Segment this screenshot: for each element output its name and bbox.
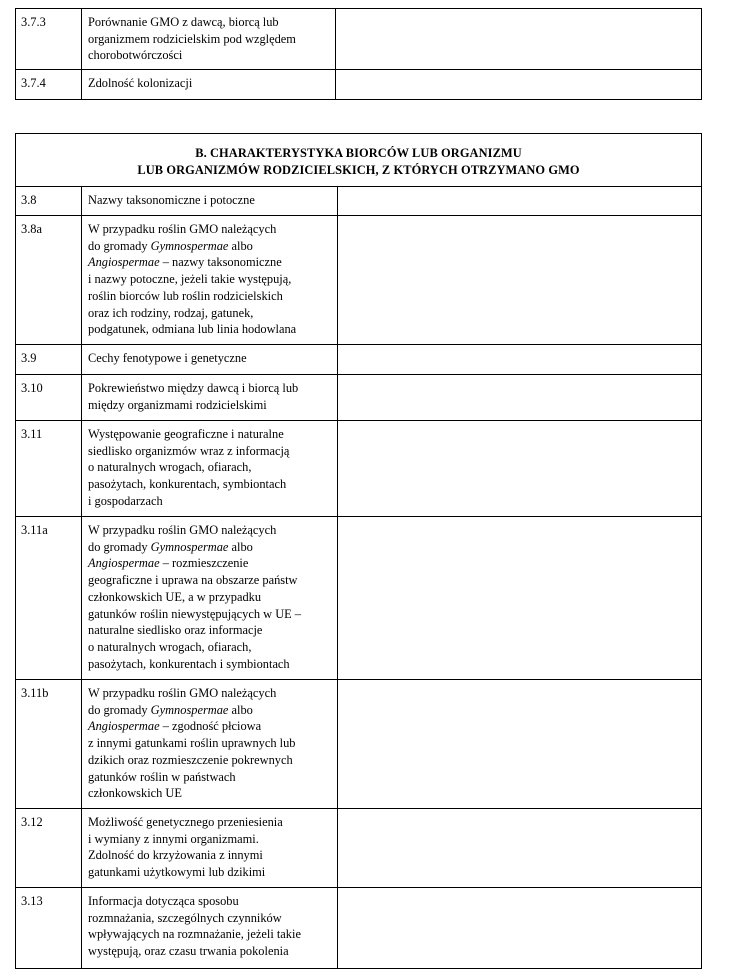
- row-description: Porównanie GMO z dawcą, biorcą lub organizmem rodzicielskim pod względem chorobotwórczości: [82, 9, 336, 70]
- row-description: Informacja dotycząca sposobu rozmnażania, szczególnych czynników wpływających na rozmnażanie, jeżeli takie występują, oraz czasu trwania pokolenia: [82, 888, 338, 969]
- table-row: [16, 517, 702, 680]
- table-row: [16, 888, 702, 969]
- answer-cell[interactable]: [338, 517, 702, 680]
- section-heading: B. CHARAKTERYSTYKA BIORCÓW LUB ORGANIZMU LUB ORGANIZMÓW RODZICIELSKICH, Z KTÓRYCH OTRZYMANO GMO: [16, 134, 702, 187]
- table-section-a-continuation: [15, 8, 702, 100]
- answer-cell[interactable]: [338, 421, 702, 517]
- row-number: 3.7.3: [16, 9, 82, 70]
- row-number: 3.8a: [16, 216, 82, 345]
- row-description: W przypadku roślin GMO należących do gromady Gymnospermae albo Angiospermae – zgodność płciowa z innymi gatunkami roślin uprawnych lub dzikich oraz rozmieszczenie pokrewnych gatunków roślin w państwach członkowskich UE: [82, 680, 338, 809]
- row-description: W przypadku roślin GMO należących do gromady Gymnospermae albo Angiospermae – rozmieszczenie geograficzne i uprawa na obszarze państw członkowskich UE, a w przypadku gatunków roślin niewystępujących w UE – naturalne siedlisko oraz informacje o naturalnych wrogach, ofiarach, pasożytach, konkurentach i symbiontach: [82, 517, 338, 680]
- row-description: W przypadku roślin GMO należących do gromady Gymnospermae albo Angiospermae – nazwy taksonomiczne i nazwy potoczne, jeżeli takie występują, roślin biorców lub roślin rodzicielskich oraz ich rodziny, rodzaj, gatunek, podgatunek, odmiana lub linia hodowlana: [82, 216, 338, 345]
- table-row: [16, 70, 702, 100]
- row-number: 3.9: [16, 345, 82, 375]
- table-row: [16, 421, 702, 517]
- table-row: [16, 680, 702, 809]
- answer-cell[interactable]: [338, 809, 702, 888]
- answer-cell[interactable]: [338, 187, 702, 216]
- section-heading-row: [16, 134, 702, 187]
- row-number: 3.12: [16, 809, 82, 888]
- table-row: [16, 9, 702, 70]
- row-description: Możliwość genetycznego przeniesienia i wymiany z innymi organizmami. Zdolność do krzyżowania z innymi gatunkami użytkowymi lub dzikimi: [82, 809, 338, 888]
- table-row: [16, 216, 702, 345]
- row-number: 3.8: [16, 187, 82, 216]
- table-row: [16, 187, 702, 216]
- table-row: [16, 809, 702, 888]
- answer-cell[interactable]: [338, 216, 702, 345]
- answer-cell[interactable]: [338, 375, 702, 421]
- row-description: Pokrewieństwo między dawcą i biorcą lub między organizmami rodzicielskimi: [82, 375, 338, 421]
- row-description: Cechy fenotypowe i genetyczne: [82, 345, 338, 375]
- table-section-b: [15, 133, 702, 969]
- table-row: [16, 345, 702, 375]
- row-number: 3.7.4: [16, 70, 82, 100]
- answer-cell[interactable]: [338, 680, 702, 809]
- row-description: Zdolność kolonizacji: [82, 70, 336, 100]
- answer-cell[interactable]: [336, 70, 702, 100]
- answer-cell[interactable]: [336, 9, 702, 70]
- row-number: 3.11b: [16, 680, 82, 809]
- row-number: 3.11: [16, 421, 82, 517]
- row-number: 3.10: [16, 375, 82, 421]
- row-description: Występowanie geograficzne i naturalne siedlisko organizmów wraz z informacją o naturalnych wrogach, ofiarach, pasożytach, konkurentach, symbiontach i gospodarzach: [82, 421, 338, 517]
- table-row: [16, 375, 702, 421]
- answer-cell[interactable]: [338, 888, 702, 969]
- answer-cell[interactable]: [338, 345, 702, 375]
- row-number: 3.13: [16, 888, 82, 969]
- row-number: 3.11a: [16, 517, 82, 680]
- row-description: Nazwy taksonomiczne i potoczne: [82, 187, 338, 216]
